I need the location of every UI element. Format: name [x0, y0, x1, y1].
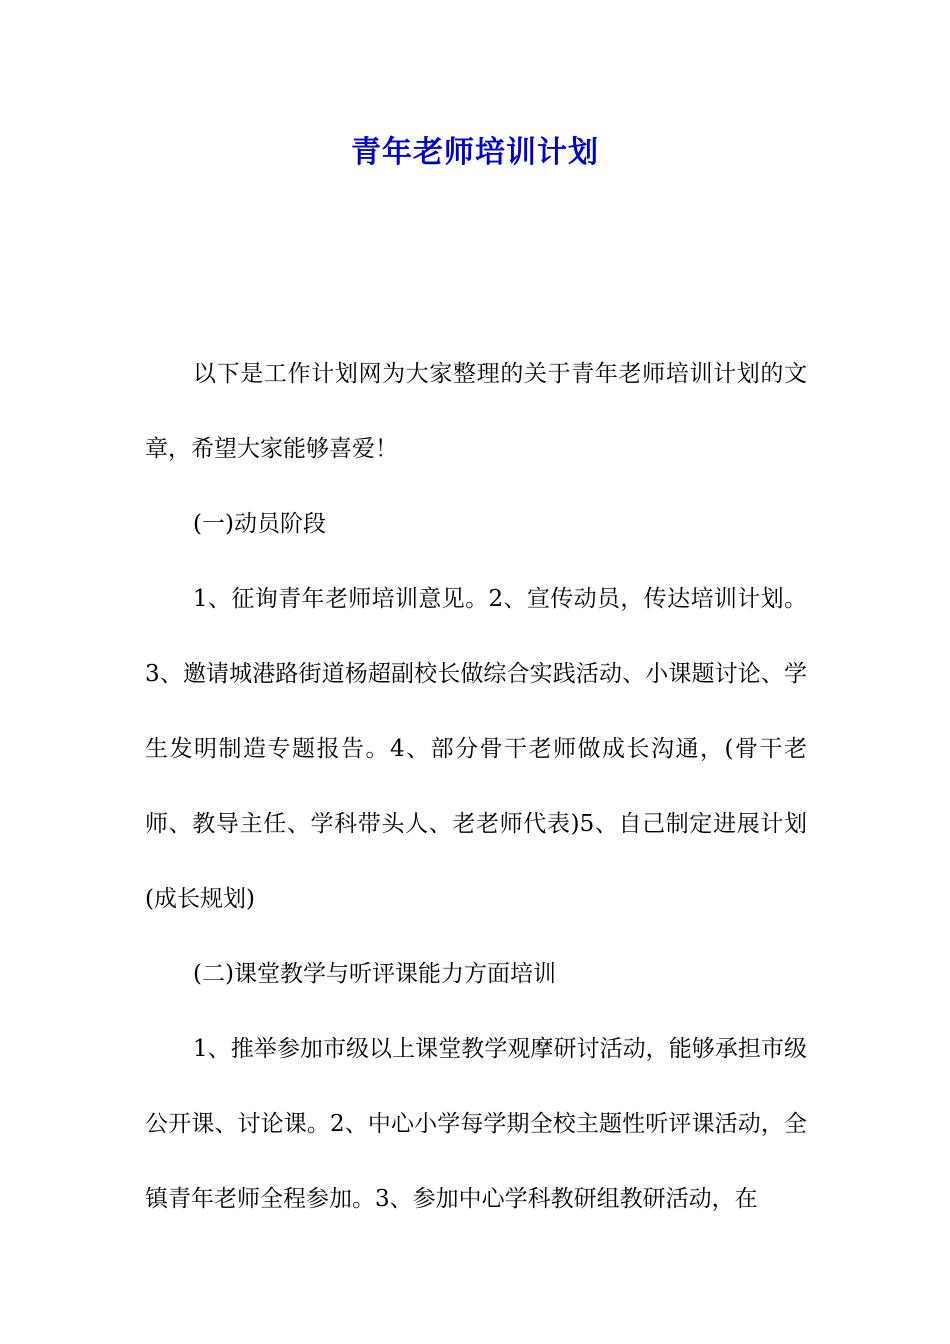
section-heading-teaching-training: (二)课堂教学与听评课能力方面培训	[193, 961, 556, 987]
section-heading-mobilization: (一)动员阶段	[193, 511, 326, 537]
paragraph-intro: 以下是工作计划网为大家整理的关于青年老师培训计划的文章，希望大家能够喜爱！	[145, 361, 807, 462]
paragraph-mobilization-items: 1、征询青年老师培训意见。2、宣传动员，传达培训计划。3、邀请城港路街道杨超副校长做综合实践活动、小课题讨论、学生发明制造专题报告。4、部分骨干老师做成长沟通，(骨干老师、教导主任、学科带头人、老老师代表)5、自己制定进展计划(成长规划)	[145, 586, 807, 912]
document-title: 青年老师培训计划	[351, 135, 599, 170]
paragraph-teaching-items: 1、推举参加市级以上课堂教学观摩研讨活动，能够承担市级公开课、讨论课。2、中心小学每学期全校主题性听评课活动，全镇青年老师全程参加。3、参加中心学科教研组教研活动，在	[145, 1036, 807, 1212]
document-body	[145, 337, 807, 1237]
